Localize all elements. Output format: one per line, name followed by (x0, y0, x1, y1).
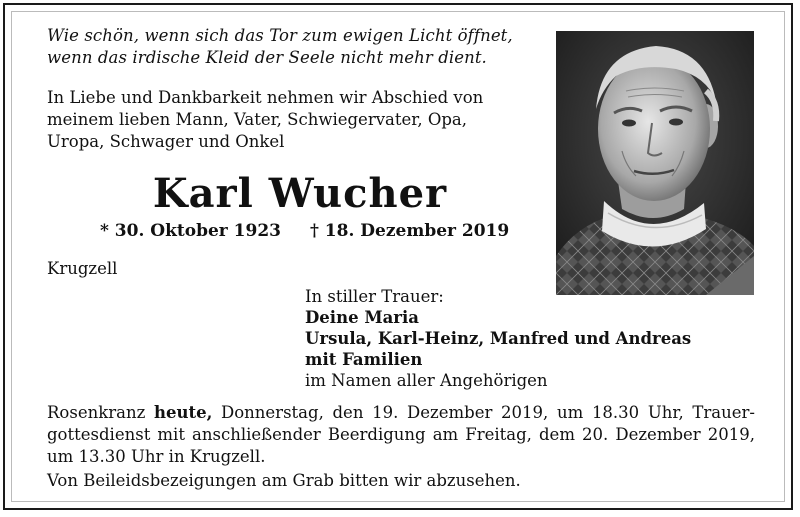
service-rosary-details: Donnerstag, den 19. Dezember 2019, um 18.30 Uhr, Trauer- (221, 403, 755, 422)
birth-date: * 30. Oktober 1923 (100, 221, 281, 241)
mourner-spouse: Deine Maria (305, 308, 419, 327)
motto-quote (47, 25, 527, 69)
mourners-block (305, 286, 691, 391)
service-line-3: um 13.30 Uhr in Krugzell. (47, 447, 266, 466)
intro-text (47, 87, 517, 153)
intro-line-3: Uropa, Schwager und Onkel (47, 132, 285, 151)
deceased-name: Karl Wucher (152, 170, 448, 217)
service-line-1 (47, 402, 755, 424)
death-date: † 18. Dezember 2019 (310, 221, 510, 241)
motto-line-1: Wie schön, wenn sich das Tor zum ewigen Licht öffnet, (47, 26, 513, 45)
mourner-relatives: im Namen aller Angehörigen (305, 371, 548, 390)
motto-line-2: wenn das irdische Kleid der Seele nicht mehr dient. (47, 48, 487, 67)
life-dates (100, 219, 509, 243)
hometown: Krugzell (47, 259, 118, 278)
service-rosary: Rosenkranz (47, 403, 146, 422)
portrait-photo (556, 31, 754, 295)
service-info (47, 402, 755, 468)
closing-note: Von Beileidsbezeigungen am Grab bitten wir abzusehen. (47, 471, 521, 490)
mourner-families: mit Familien (305, 350, 423, 369)
service-today: heute, (153, 403, 213, 422)
mourners-heading: In stiller Trauer: (305, 287, 444, 306)
service-line-2: gottesdienst mit anschließender Beerdigung am Freitag, dem 20. Dezember 2019, (47, 425, 755, 444)
intro-line-1: In Liebe und Dankbarkeit nehmen wir Abschied von (47, 88, 484, 107)
mourner-children: Ursula, Karl-Heinz, Manfred und Andreas (305, 329, 692, 348)
intro-line-2: meinem lieben Mann, Vater, Schwiegervater, Opa, (47, 110, 468, 129)
